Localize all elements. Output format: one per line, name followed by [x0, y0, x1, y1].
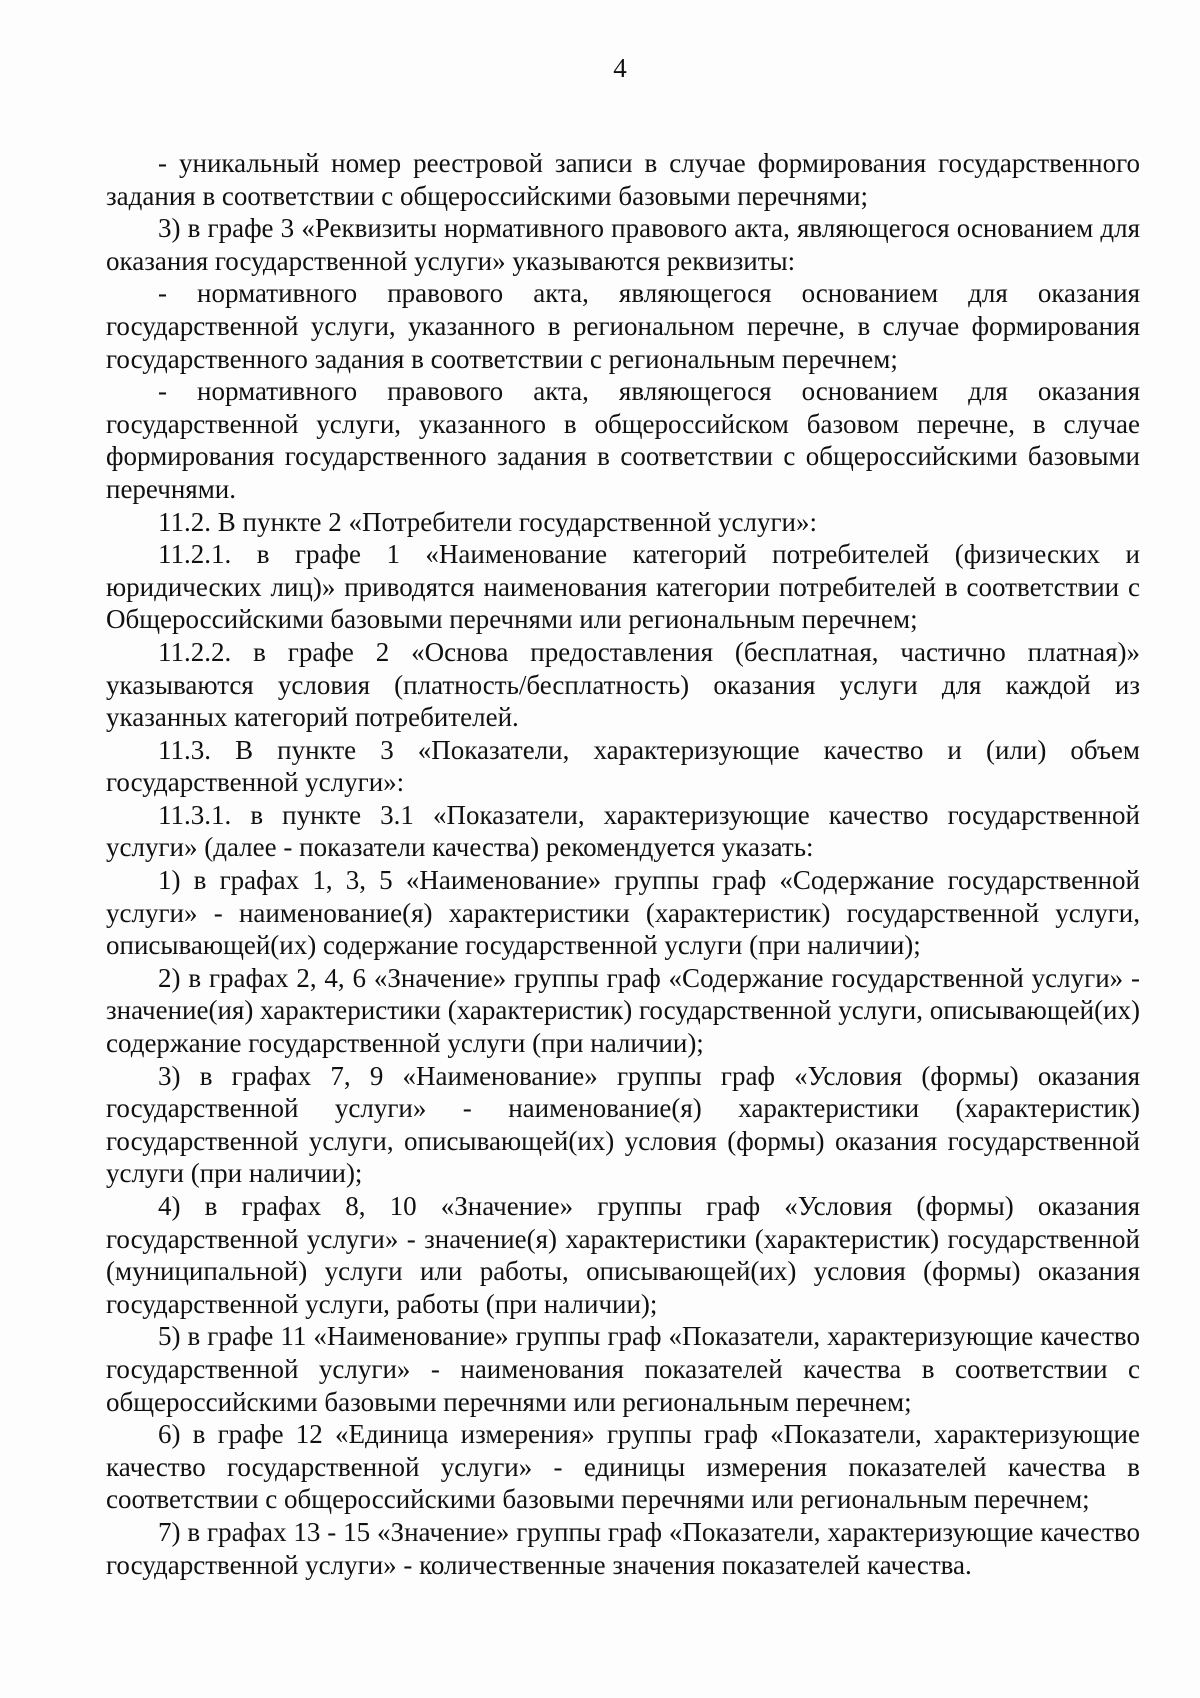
paragraph-registry-number: - уникальный номер реестровой записи в случае формирования государственного задания в соответствии с общероссийскими базовыми перечнями; [106, 148, 1140, 211]
paragraph-item-3: 3) в графах 7, 9 «Наименование» группы граф «Условия (формы) оказания государственной услуги» - наименование(я) характеристики (характеристик) государственной услуги, описывающей(их) условия (формы) оказания государственной услуги (при наличии); [106, 1060, 1140, 1189]
paragraph-item-1: 1) в графах 1, 3, 5 «Наименование» группы граф «Содержание государственной услуги» - наименование(я) характеристики (характеристик) государственной услуги, описывающей(их) содержание государственной услуги (при наличии); [106, 865, 1140, 961]
paragraph-item-6: 6) в графе 12 «Единица измерения» группы граф «Показатели, характеризующие качество государственной услуги» - единицы измерения показателей качества в соответствии с общероссийскими базовыми перечнями или региональным перечнем; [106, 1419, 1140, 1515]
paragraph-section-11-2-1: 11.2.1. в графе 1 «Наименование категорий потребителей (физических и юридических лиц)» приводятся наименования категории потребителей в соответствии с Общероссийскими базовыми перечнями или региональным перечнем; [106, 539, 1140, 635]
document-body [106, 147, 1140, 1581]
paragraph-federal-list-act: - нормативного правового акта, являющегося основанием для оказания государственной услуги, указанного в общероссийском базовом перечне, в случае формирования государственного задания в соответствии с общероссийскими базовыми перечнями. [106, 376, 1140, 504]
paragraph-section-11-2: 11.2. В пункте 2 «Потребители государственной услуги»: [158, 506, 818, 537]
page-number: 4 [613, 53, 627, 83]
paragraph-item-5: 5) в графе 11 «Наименование» группы граф «Показатели, характеризующие качество государственной услуги» - наименования показателей качества в соответствии с общероссийскими базовыми перечнями или региональным перечнем; [106, 1321, 1140, 1417]
paragraph-regional-list-act: - нормативного правового акта, являющегося основанием для оказания государственной услуги, указанного в региональном перечне, в случае формирования государственного задания в соответствии с региональным перечнем; [106, 278, 1140, 374]
paragraph-section-11-3-1: 11.3.1. в пункте 3.1 «Показатели, характеризующие качество государственной услуги» (далее - показатели качества) рекомендуется указать: [106, 799, 1140, 863]
paragraph-section-11-2-2: 11.2.2. в графе 2 «Основа предоставления (бесплатная, частично платная)» указываются условия (платность/бесплатность) оказания услуги для каждой из указанных категорий потребителей. [106, 636, 1140, 733]
paragraph-item-4: 4) в графах 8, 10 «Значение» группы граф «Условия (формы) оказания государственной услуги» - значение(я) характеристики (характеристик) государственной (муниципальной) услуги или работы, описывающей(их) условия (формы) оказания государственной услуги, работы (при наличии); [106, 1191, 1140, 1319]
paragraph-item-2: 2) в графах 2, 4, 6 «Значение» группы граф «Содержание государственной услуги» - значение(ия) характеристики (характеристик) государственной услуги, описывающей(их) содержание государственной услуги (при наличии); [106, 962, 1140, 1059]
paragraph-item-3-requisites: 3) в графе 3 «Реквизиты нормативного правового акта, являющегося основанием для оказания государственной услуги» указываются реквизиты: [106, 213, 1140, 276]
paragraph-section-11-3: 11.3. В пункте 3 «Показатели, характеризующие качество и (или) объем государственной услуги»: [106, 734, 1140, 798]
paragraph-item-7: 7) в графах 13 - 15 «Значение» группы граф «Показатели, характеризующие качество государственной услуги» - количественные значения показателей качества. [106, 1516, 1140, 1580]
